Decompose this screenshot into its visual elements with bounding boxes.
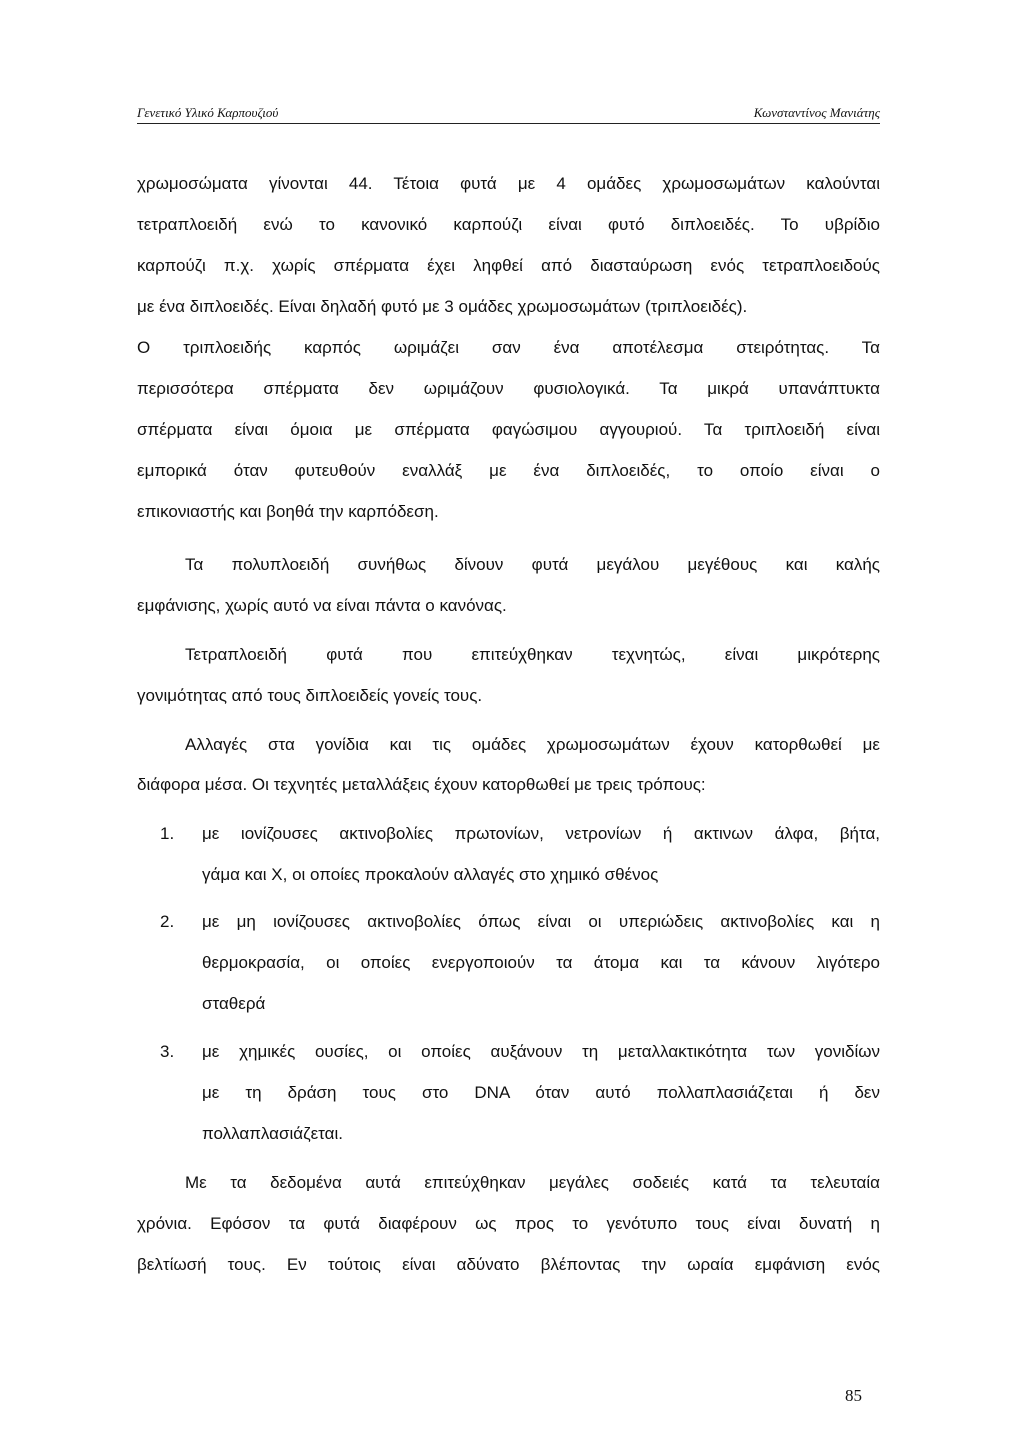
text-line: γονιμότητας από τους διπλοειδείς γονείς τους.: [137, 686, 483, 705]
list-item-number: 2.: [160, 912, 175, 931]
list-item-line: σταθερά: [202, 994, 266, 1013]
list-item-line: με χημικές ουσίες, οι οποίες αυξάνουν τη μεταλλακτικότητα των γονιδίων: [202, 1042, 880, 1061]
list-item-number: 3.: [160, 1042, 175, 1061]
text-line: Τετραπλοειδή φυτά που επιτεύχθηκαν τεχνητώς, είναι μικρότερης: [185, 645, 880, 664]
text-line: χρόνια. Εφόσον τα φυτά διαφέρουν ως προς το γενότυπο τους είναι δυνατή η: [137, 1214, 880, 1233]
text-line: εμπορικά όταν φυτευθούν εναλλάξ με ένα διπλοειδές, το οποίο είναι ο: [137, 461, 880, 480]
list-item-number: 1.: [160, 824, 175, 843]
header-author: Κωνσταντίνος Μανιάτης: [753, 105, 880, 120]
list-item-line: γάμα και Χ, οι οποίες προκαλούν αλλαγές στο χημικό σθένος: [202, 865, 659, 884]
text-line: Αλλαγές στα γονίδια και τις ομάδες χρωμοσωμάτων έχουν κατορθωθεί με: [185, 735, 880, 754]
text-line: περισσότερα σπέρματα δεν ωριμάζουν φυσιολογικά. Τα μικρά υπανάπτυκτα: [137, 379, 880, 398]
text-line: βελτίωσή τους. Εν τούτοις είναι αδύνατο βλέποντας την ωραία εμφάνιση ενός: [137, 1255, 880, 1274]
list-item-line: πολλαπλασιάζεται.: [202, 1124, 343, 1143]
list-item-line: με ιονίζουσες ακτινοβολίες πρωτονίων, νετρονίων ή ακτινων άλφα, βήτα,: [202, 824, 880, 843]
text-line: Ο τριπλοειδής καρπός ωριμάζει σαν ένα αποτέλεσμα στειρότητας. Τα: [137, 338, 880, 357]
text-line: σπέρματα είναι όμοια με σπέρματα φαγώσιμου αγγουριού. Τα τριπλοειδή είναι: [137, 420, 880, 439]
text-line: τετραπλοειδή ενώ το κανονικό καρπούζι είναι φυτό διπλοειδές. Το υβρίδιο: [137, 215, 880, 234]
list-item-line: θερμοκρασία, οι οποίες ενεργοποιούν τα άτομα και τα κάνουν λιγότερο: [202, 953, 880, 972]
text-line: επικονιαστής και βοηθά την καρπόδεση.: [137, 502, 439, 521]
list-item-line: με τη δράση τους στο DNA όταν αυτό πολλαπλασιάζεται ή δεν: [202, 1083, 880, 1102]
page-number: 85: [845, 1386, 862, 1405]
running-header: [137, 103, 880, 124]
text-line: Με τα δεδομένα αυτά επιτεύχθηκαν μεγάλες σοδειές κατά τα τελευταία: [185, 1173, 880, 1192]
text-line: εμφάνισης, χωρίς αυτό να είναι πάντα ο κανόνας.: [137, 596, 507, 615]
text-line: Τα πολυπλοειδή συνήθως δίνουν φυτά μεγάλου μεγέθους και καλής: [185, 555, 880, 574]
text-line: καρπούζι π.χ. χωρίς σπέρματα έχει ληφθεί από διασταύρωση ενός τετραπλοειδούς: [137, 256, 880, 275]
text-line: χρωμοσώματα γίνονται 44. Τέτοια φυτά με 4 ομάδες χρωμοσωμάτων καλούνται: [137, 174, 880, 193]
text-line: με ένα διπλοειδές. Είναι δηλαδή φυτό με 3 ομάδες χρωμοσωμάτων (τριπλοειδές).: [137, 297, 748, 316]
list-item-line: με μη ιονίζουσες ακτινοβολίες όπως είναι οι υπεριώδεις ακτινοβολίες και η: [202, 912, 880, 931]
text-line: διάφορα μέσα. Οι τεχνητές μεταλλάξεις έχουν κατορθωθεί με τρεις τρόπους:: [137, 775, 706, 794]
header-title: Γενετικό Υλικό Καρπουζιού: [137, 105, 279, 120]
